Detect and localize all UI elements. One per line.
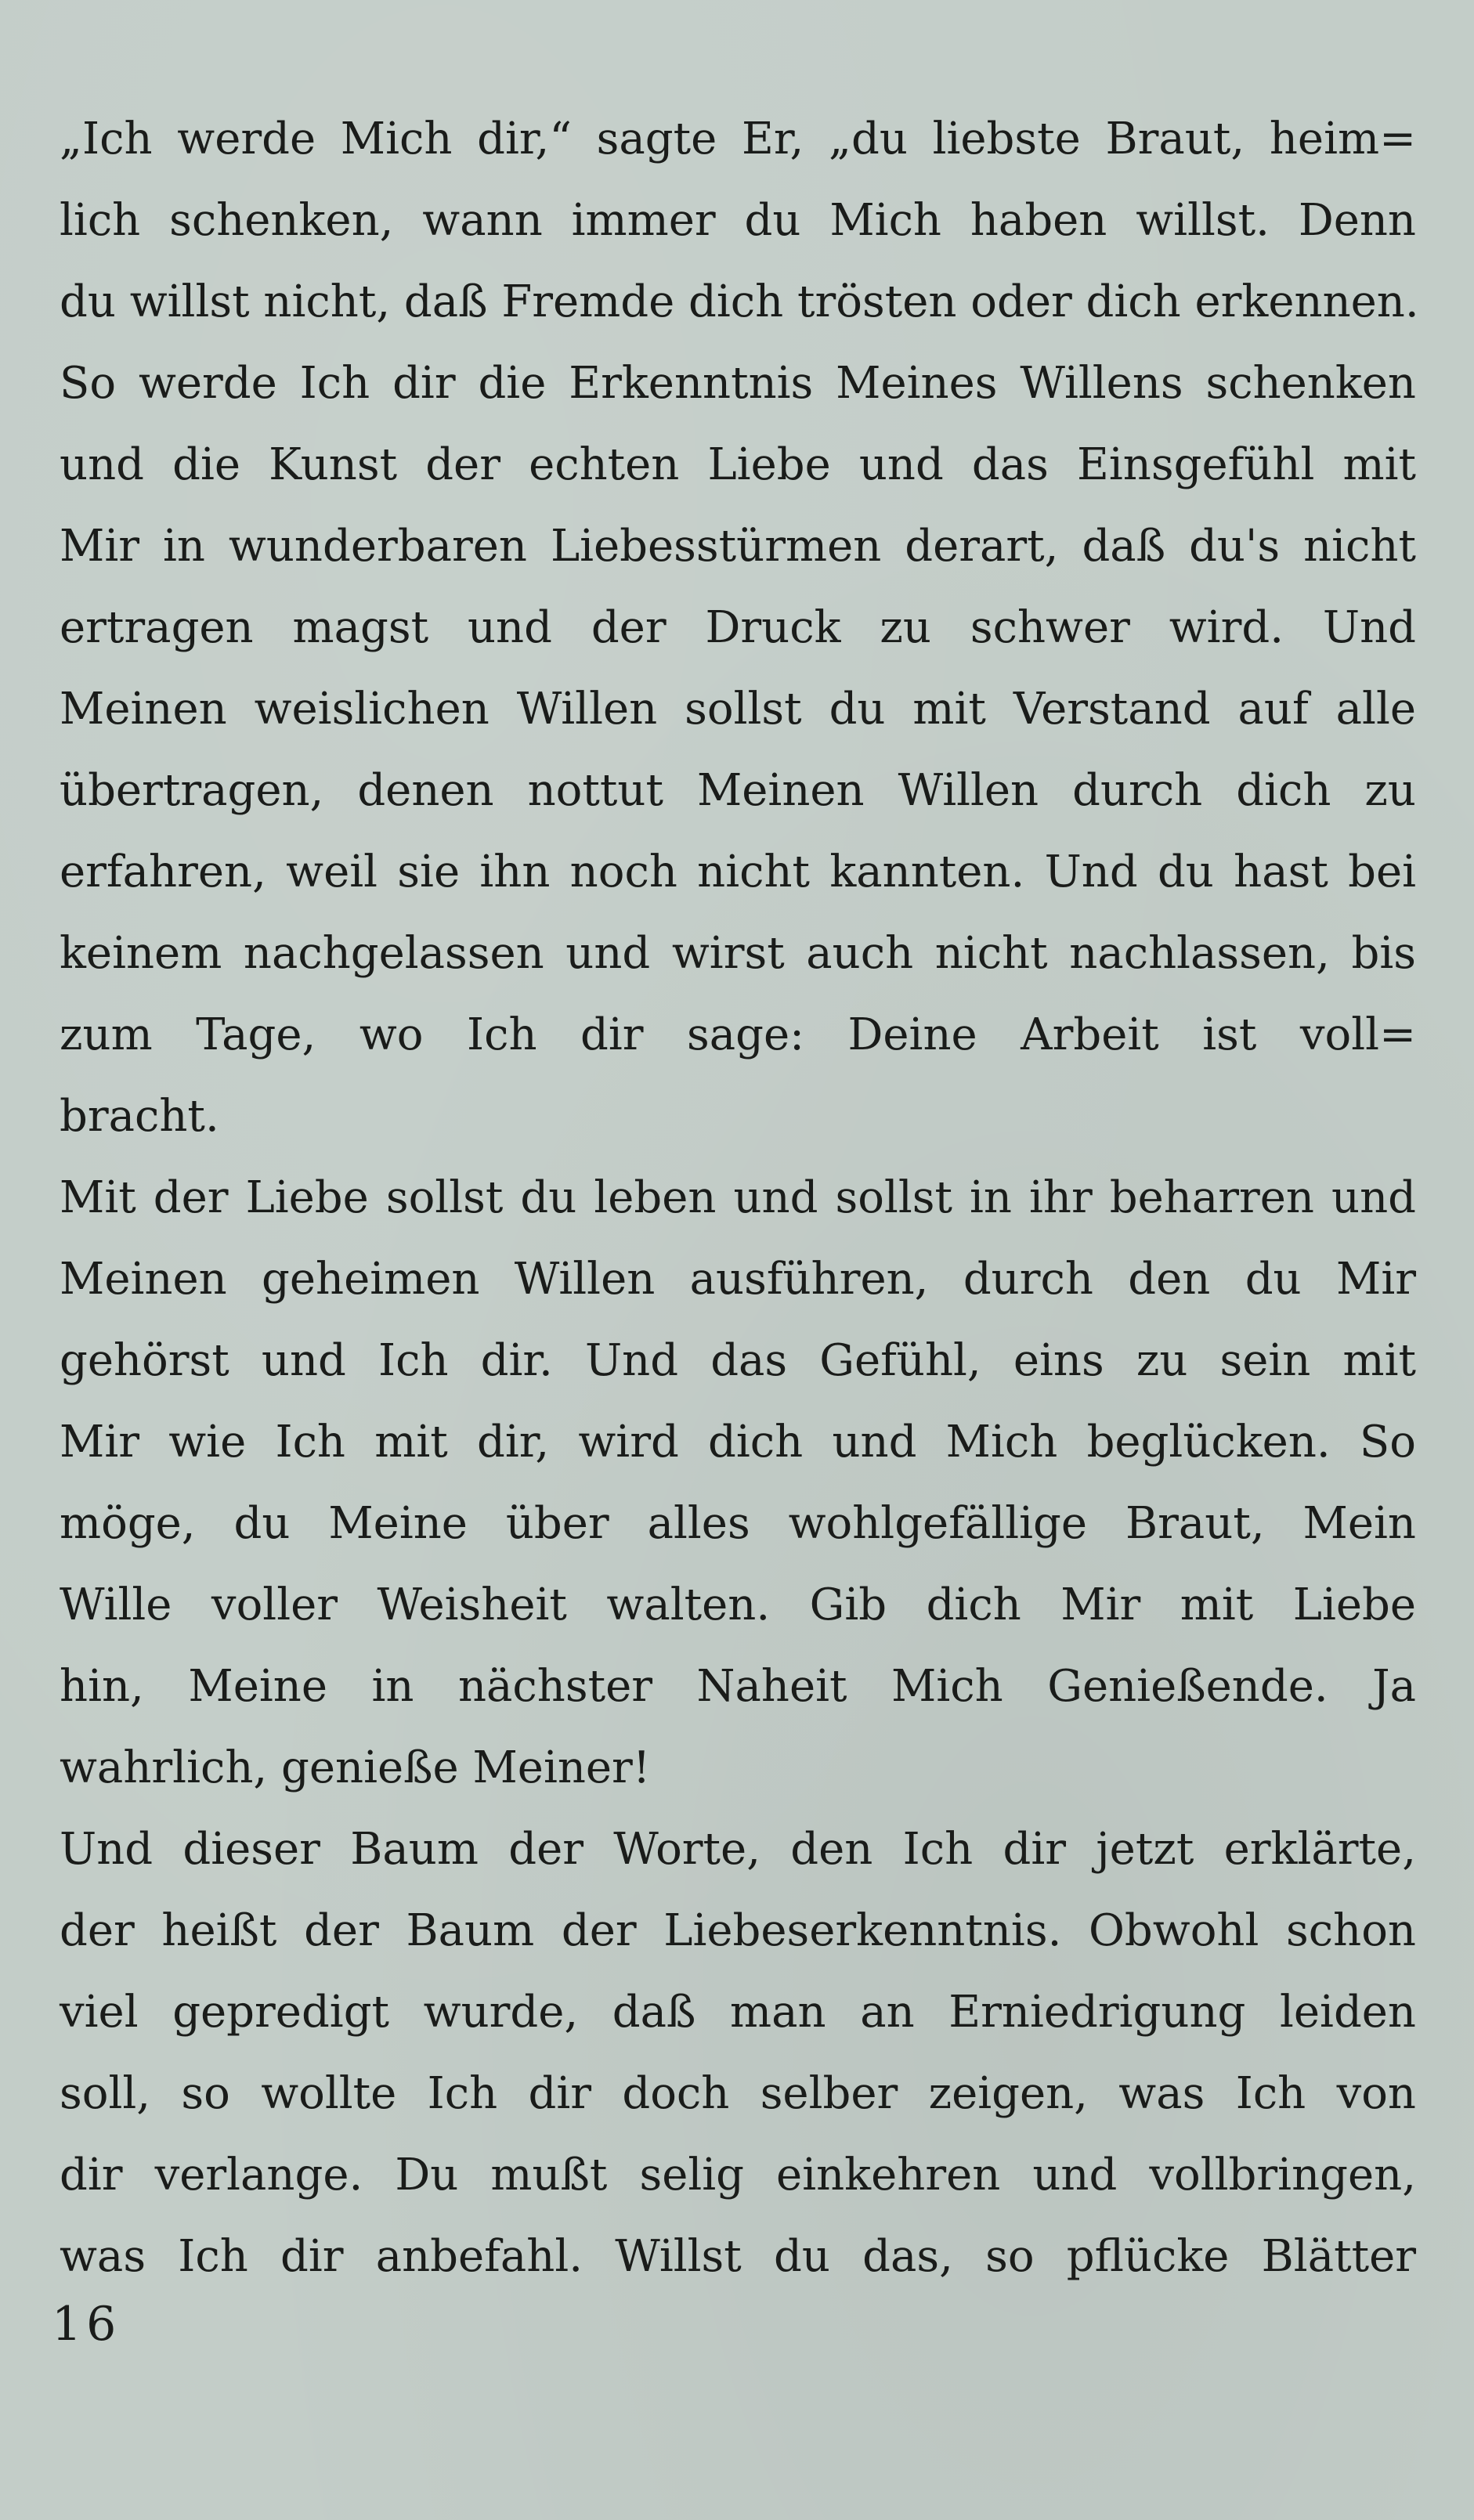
text-line: gehörst und Ich dir. Und das Gefühl, eins zu sein mit <box>60 1335 1416 1386</box>
text-line: Mit der Liebe sollst du leben und sollst in ihr beharren und <box>60 1172 1416 1223</box>
text-line: Wille voller Weisheit walten. Gib dich Mir mit Liebe <box>60 1580 1416 1630</box>
text-line: Und dieser Baum der Worte, den Ich dir jetzt erklärte, <box>60 1824 1416 1875</box>
text-line: du willst nicht, daß Fremde dich trösten oder dich erkennen. <box>60 276 1419 327</box>
text-line: „Ich werde Mich dir,“ sagte Er, „du liebste Braut, heim= <box>60 114 1416 164</box>
text-line: So werde Ich dir die Erkenntnis Meines Willens schenken <box>60 358 1416 409</box>
text-line: und die Kunst der echten Liebe und das Einsgefühl mit <box>60 439 1416 490</box>
text-line: hin, Meine in nächster Naheit Mich Genießende. Ja <box>60 1661 1416 1712</box>
text-line: zum Tage, wo Ich dir sage: Deine Arbeit ist voll= <box>60 1009 1416 1060</box>
text-line: soll, so wollte Ich dir doch selber zeigen, was Ich von <box>60 2068 1416 2119</box>
text-line: was Ich dir anbefahl. Willst du das, so pflücke Blätter <box>60 2231 1416 2282</box>
text-line: dir verlange. Du mußt selig einkehren und vollbringen, <box>60 2150 1416 2200</box>
text-line: keinem nachgelassen und wirst auch nicht nachlassen, bis <box>60 928 1416 979</box>
text-line: wahrlich, genieße Meiner! <box>60 1742 651 1793</box>
text-line: Mir in wunderbaren Liebesstürmen derart, daß du's nicht <box>60 521 1416 572</box>
text-line: viel gepredigt wurde, daß man an Erniedrigung leiden <box>60 1987 1416 2038</box>
text-line: möge, du Meine über alles wohlgefällige Braut, Mein <box>60 1498 1416 1549</box>
body-text <box>60 99 1419 2298</box>
text-line: der heißt der Baum der Liebeserkenntnis. Obwohl schon <box>60 1905 1416 1956</box>
text-line: erfahren, weil sie ihn noch nicht kannten. Und du hast bei <box>60 847 1416 897</box>
text-line: lich schenken, wann immer du Mich haben willst. Denn <box>60 195 1416 246</box>
text-line: ertragen magst und der Druck zu schwer wird. Und <box>60 602 1416 653</box>
text-line: bracht. <box>60 1091 219 1142</box>
text-line: Meinen weislichen Willen sollst du mit Verstand auf alle <box>60 684 1416 735</box>
text-line: übertragen, denen nottut Meinen Willen durch dich zu <box>60 765 1416 816</box>
text-line: Meinen geheimen Willen ausführen, durch den du Mir <box>60 1254 1416 1305</box>
text-line: Mir wie Ich mit dir, wird dich und Mich beglücken. So <box>60 1417 1416 1468</box>
page-number: 16 <box>52 2297 121 2352</box>
